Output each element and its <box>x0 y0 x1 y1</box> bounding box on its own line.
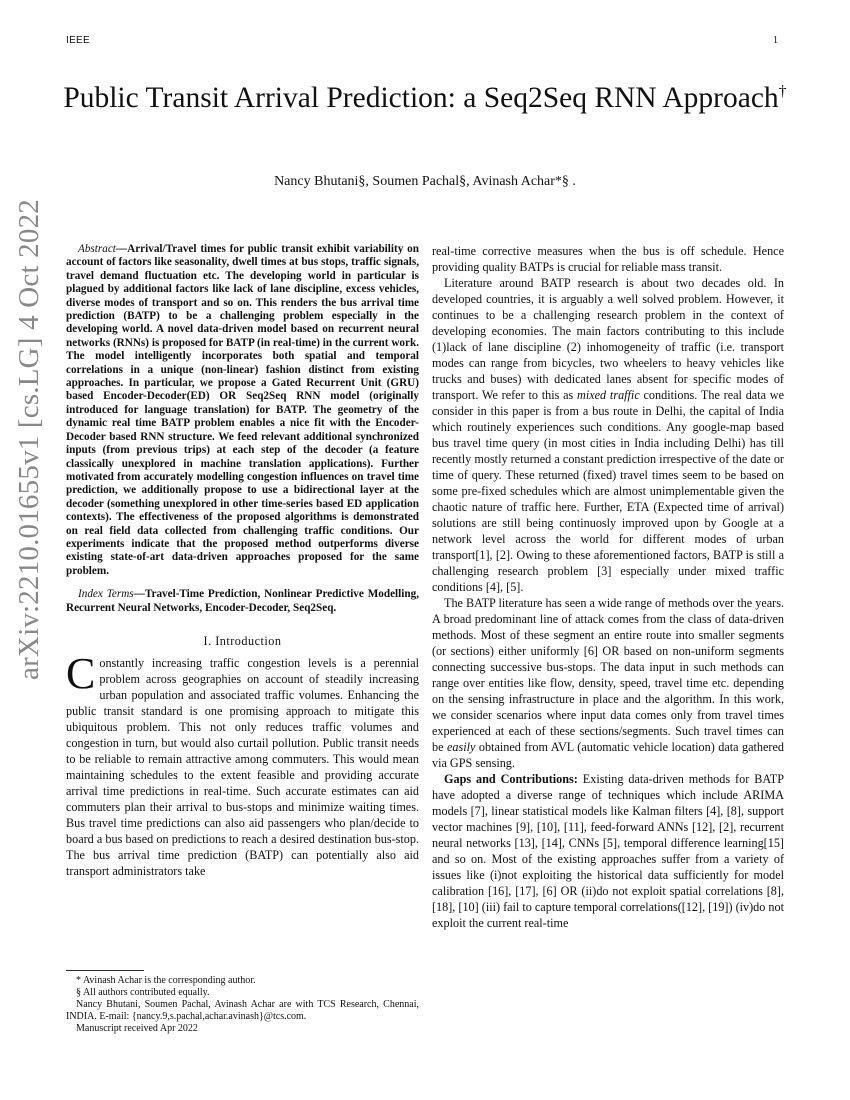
left-column <box>66 243 419 879</box>
intro-paragraph <box>66 648 419 879</box>
contributions-paragraph <box>432 771 784 931</box>
footnote: Nancy Bhutani, Soumen Pachal, Avinash Achar are with TCS Research, Chennai, INDIA. E-mail: {nancy.9,s.pachal,achar.avinash}@tcs.com. <box>66 999 419 1022</box>
footnotes <box>66 970 419 1035</box>
arxiv-stamp: arXiv:2210.01655v1 [cs.LG] 4 Oct 2022 <box>13 199 45 680</box>
title-text: Public Transit Arrival Prediction: a Seq2Seq RNN Approach <box>63 82 779 114</box>
intro-text: onstantly increasing traffic congestion levels is a perennial problem across geographies on account of steadily increasing urban population and associated traffic volumes. Enhancing the public transit standard is one promising approach to mitigate this ubiquitous problem. This not only reduces traffic volumes and congestion in turn, but would also curtail pollution. Public transit needs to be reliable to remain attractive among commuters. This would mean maintaining schedules to the extent feasible and providing accurate arrival time predictions in real-time. Such accurate estimates can aid commuters plan their arrival to bus-stops and minimize waiting times. Bus travel time predictions can also aid passengers who plan/decide to board a bus based on predictions to reach a desired destination bus-stop. The bus arrival time prediction (BATP) can potentially also aid transport administrators take <box>66 655 419 878</box>
literature-text-b: conditions. The real data we consider in this paper is from a bus route in Delhi, the capital of India which routinely experiences such conditions. Any google-map based bus travel time query (in most cities in India including Delhi) has till recently mostly returned a constant prediction irrespective of the date or time of query. These returned (fixed) travel times seem to be based on some pre-fixed schedules which are almost unimplementable given the chaotic nature of traffic here. Further, ETA (Expected time of arrival) solutions are still being continuosly improved upon by Google at a network level across the world for different modes of urban transport[1], [2]. Owing to these aforementioned factors, BATP is still a challenging research problem [3] especially under mixed traffic conditions [4], [5]. <box>432 388 784 594</box>
mixed-traffic-term: mixed traffic <box>577 388 640 402</box>
abstract-label: Abstract <box>78 243 116 255</box>
contributions-text: Existing data-driven methods for BATP have adopted a diverse range of techniques which include ARIMA models [7], linear statistical models like Kalman filters [4], [8], support vector machines [9], [10], [11], feed-forward ANNs [12], [2], recurrent neural networks [13], [14], CNNs [5], temporal difference learning[15] and so on. Most of the existing approaches suffer from a variety of issues like (i)not exploiting the historical data sufficiently for model calibration [16], [17], [6] OR (ii)do not exploit spatial correlations [8], [18], [10] (iii) fail to capture temporal correlations([12], [19]) (iv)do not exploit the current real-time <box>432 772 784 930</box>
footnote: Manuscript received Apr 2022 <box>76 1023 198 1034</box>
abstract-text: —Arrival/Travel times for public transit exhibit variability on account of factors like seasonality, dwell times at bus stops, traffic signals, travel demand fluctuation etc. The developing world in particular is plagued by additional factors like lack of lane discipline, excess vehicles, diverse modes of transport and so on. This renders the bus arrival time prediction (BATP) to be a challenging problem especially in the developing world. A novel data-driven model based on recurrent neural networks (RNNs) is proposed for BATP (in real-time) in the current work. The model intelligently incorporates both spatial and temporal correlations in a unique (non-linear) fashion distinct from existing approaches. In particular, we propose a Gated Recurrent Unit (GRU) based Encoder-Decoder(ED) OR Seq2Seq RNN model (originally introduced for language translation) for BATP. The geometry of the dynamic real time BATP problem enables a nice fit with the Encoder-Decoder based RNN structure. We feed relevant additional synchronized inputs (from previous trips) at each step of the decoder (a feature classically unexplored in machine translation applications). Further motivated from accurately modelling congestion influences on travel time prediction, we additionally propose to use a bidirectional layer at the decoder (something unexplored in other time-series based ED application contexts). The effectiveness of the proposed algorithms is demonstrated on real field data collected from challenging traffic conditions. Our experiments indicate that the proposed method outperforms diverse existing state-of-art data-driven approaches proposed for the same problem. <box>66 243 419 577</box>
literature-text-a: Literature around BATP research is about two decades old. In developed countries, it is arguably a well solved problem. However, it continues to be a challenging research problem in the context of developing economies. The main factors contributing to this include (1)lack of lane discipline (2) inhomogeneity of traffic (i.e. transport modes can range from bicycles, two wheelers to heavy vehicles like trucks and buses) with dedicated lanes absent for specific modes of transport. We refer to this as <box>432 276 784 402</box>
contributions-heading: Gaps and Contributions: <box>444 772 578 786</box>
journal-header: IEEE <box>66 35 90 46</box>
page-number: 1 <box>773 35 778 46</box>
paper-title <box>60 80 790 116</box>
literature-paragraph <box>432 275 784 595</box>
drop-cap: C <box>66 648 96 698</box>
methods-text-a: The BATP literature has seen a wide range of methods over the years. A broad predominant line of attack comes from the class of data-driven methods. Most of these segment an entire route into smaller segments (or sections) either uniformly [6] OR based on non-uniform segments connecting successive bus-stops. The data input in such methods can range over entities like flow, density, speed, travel time etc. depending on the sensing infrastructure in place and the algorithm. In this work, we consider scenarios where input data comes only from travel times experienced at each of these sections/segments. Such travel times can be <box>432 596 784 754</box>
methods-paragraph <box>432 595 784 771</box>
abstract <box>66 243 419 578</box>
footnote-rule <box>66 970 144 971</box>
title-marker: † <box>778 83 787 101</box>
right-column <box>432 243 784 931</box>
footnote: § All authors contributed equally. <box>76 987 210 998</box>
easily-term: easily <box>446 740 476 754</box>
continued-paragraph: real-time corrective measures when the bus is off schedule. Hence providing quality BATPs is crucial for reliable mass transit. <box>432 244 784 274</box>
index-terms-text: —Travel-Time Prediction, Nonlinear Predictive Modelling, Recurrent Neural Networks, Encoder-Decoder, Seq2Seq. <box>66 588 419 614</box>
footnote: * Avinash Achar is the corresponding author. <box>76 975 256 986</box>
index-terms <box>66 588 419 615</box>
index-terms-label: Index Terms <box>78 588 134 601</box>
methods-text-b: obtained from AVL (automatic vehicle location) data gathered via GPS sensing. <box>432 740 784 770</box>
author-list: Nancy Bhutani§, Soumen Pachal§, Avinash Achar*§ . <box>274 174 576 189</box>
section-heading-introduction: I. Introduction <box>203 633 282 648</box>
